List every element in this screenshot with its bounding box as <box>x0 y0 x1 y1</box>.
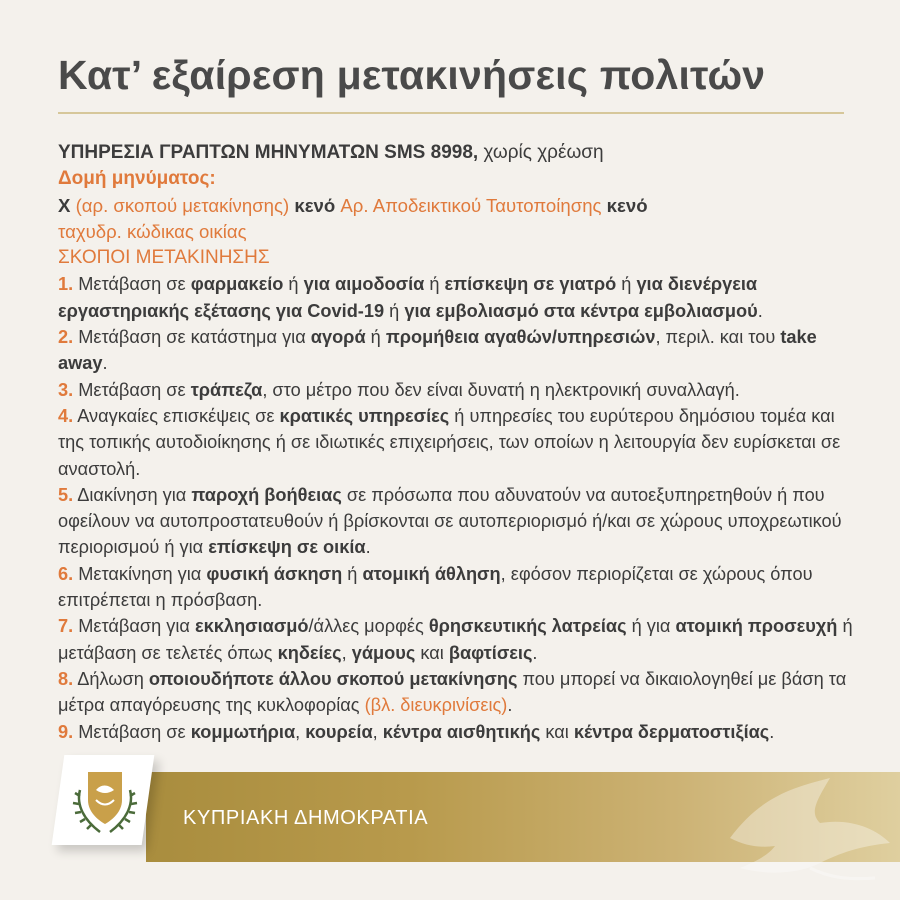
purpose-text: για διενέργεια εργαστηριακής εξέτασης για Covid-19 <box>58 274 758 321</box>
structure-x: X <box>58 194 76 216</box>
purpose-number: 2. <box>58 327 74 348</box>
purpose-text: οποιουδήποτε άλλου σκοπού μετακίνησης <box>148 668 518 689</box>
purpose-text: τράπεζα <box>190 379 263 400</box>
purpose-text: . <box>507 695 513 716</box>
purpose-number: 4. <box>58 405 74 426</box>
purpose-text: , <box>372 721 383 742</box>
purposes-list <box>58 271 858 744</box>
purpose-number: 3. <box>58 379 74 400</box>
coat-of-arms-icon <box>66 760 144 840</box>
purpose-text: ή <box>365 327 386 348</box>
purpose-number: 6. <box>58 563 74 584</box>
sms-service-label: ΥΠΗΡΕΣΙΑ ΓΡΑΠΤΩΝ ΜΗΝΥΜΑΤΩΝ SMS 8998, <box>58 142 479 163</box>
purpose-text: και <box>415 642 449 663</box>
purpose-number: 8. <box>58 668 74 689</box>
structure-space-2: κενό <box>601 194 648 216</box>
purpose-item <box>58 377 858 403</box>
purpose-number: 7. <box>58 616 74 637</box>
purpose-text: Δήλωση <box>73 668 149 689</box>
purpose-text: take away <box>58 327 817 374</box>
purpose-item <box>58 666 858 719</box>
sms-service-line <box>58 140 858 166</box>
purpose-text: Αναγκαίες επισκέψεις σε <box>73 405 280 426</box>
purpose-item <box>58 271 858 324</box>
title-divider <box>58 112 844 114</box>
purpose-text: (βλ. διευκρινίσεις) <box>364 695 508 716</box>
purpose-item <box>58 561 858 614</box>
purpose-text: ή υπηρεσίες του ευρύτερου δημόσιου τομέα και της τοπικής αυτοδιοίκησης ή σε ιδιωτικές επιχειρήσεις, των οποίων η λειτουργία δεν ευρίσκεται σε αναστολή. <box>58 405 841 479</box>
purpose-number: 9. <box>58 721 74 742</box>
purpose-text: φαρμακείο <box>190 274 284 295</box>
purpose-text: /άλλες μορφές <box>308 616 429 637</box>
purpose-text: . <box>769 721 775 742</box>
purpose-text: κέντρα αισθητικής <box>382 721 541 742</box>
purpose-item <box>58 403 858 482</box>
purpose-text: , <box>295 721 306 742</box>
purpose-text: θρησκευτικής λατρείας <box>428 616 627 637</box>
purpose-text: , εφόσον περιορίζεται σε χώρους όπου επιτρέπεται η πρόσβαση. <box>58 563 813 611</box>
purpose-text: γάμους <box>351 642 416 663</box>
purpose-text: σε πρόσωπα που αδυνατούν να αυτοεξυπηρετηθούν ή που οφείλουν να αυτοπροστατευθούν ή βρίσκονται σε αυτοπεριορισμό ή/και σε χώρους υποχρεωτικού περιορισμού ή για <box>58 484 842 558</box>
purpose-text: κομμωτήρια <box>190 721 296 742</box>
purpose-text: ατομική προσευχή <box>675 616 838 637</box>
purpose-text: επίσκεψη σε οικία <box>208 537 366 558</box>
purpose-text: ή <box>424 274 445 295</box>
purpose-text: Μετάβαση σε <box>73 274 191 295</box>
purpose-text: που μπορεί να δικαιολογηθεί με βάση τα μέτρα απαγόρευσης της κυκλοφορίας <box>58 668 847 716</box>
purpose-text: . <box>102 353 108 374</box>
purposes-heading: ΣΚΟΠΟΙ ΜΕΤΑΚΙΝΗΣΗΣ <box>58 247 270 269</box>
purpose-text: Μετάβαση σε <box>73 379 191 400</box>
purpose-text: Μετάβαση σε κατάστημα για <box>73 327 311 348</box>
purpose-item <box>58 613 858 666</box>
purpose-item <box>58 482 858 561</box>
purpose-text: , <box>341 642 352 663</box>
structure-id: Αρ. Αποδεικτικού Ταυτοποίησης <box>340 194 602 216</box>
purpose-item <box>58 324 858 377</box>
purpose-text: επίσκεψη σε γιατρό <box>444 274 617 295</box>
purpose-text: Μετάβαση για <box>73 616 195 637</box>
purpose-text: ατομική άθληση <box>362 563 501 584</box>
sms-service-note: χωρίς χρέωση <box>478 142 604 163</box>
purpose-text: Μετακίνηση για <box>73 563 207 584</box>
purpose-text: και <box>540 721 574 742</box>
dove-icon <box>700 768 900 898</box>
purpose-text: για αιμοδοσία <box>303 274 425 295</box>
purpose-number: 1. <box>58 274 74 295</box>
content <box>58 140 858 745</box>
purpose-text: Διακίνηση για <box>73 484 192 505</box>
purpose-item <box>58 719 858 745</box>
message-structure <box>58 193 858 246</box>
structure-purpose: (αρ. σκοπού μετακίνησης) <box>75 194 290 216</box>
purpose-text: κρατικές υπηρεσίες <box>279 405 450 426</box>
purpose-text: κουρεία <box>305 721 373 742</box>
page-title: Κατ’ εξαίρεση μετακινήσεις πολιτών <box>58 52 766 98</box>
purpose-text: εκκλησιασμό <box>195 616 309 637</box>
structure-heading: Δομή μηνύματος: <box>58 168 216 190</box>
purpose-text: , περιλ. και του <box>655 327 781 348</box>
purpose-text: . <box>532 642 538 663</box>
purpose-text: κέντρα δερματοστιξίας <box>573 721 770 742</box>
purpose-text: . <box>757 300 763 321</box>
purpose-text: για εμβολιασμό στα κέντρα εμβολιασμού <box>404 300 758 321</box>
purpose-text: ή <box>342 563 363 584</box>
purpose-number: 5. <box>58 484 74 505</box>
purpose-text: Μετάβαση σε <box>73 721 191 742</box>
purpose-text: βαφτίσεις <box>448 642 533 663</box>
structure-space-1: κενό <box>289 194 341 216</box>
purpose-text: , στο μέτρο που δεν είναι δυνατή η ηλεκτρονική συναλλαγή. <box>262 379 740 400</box>
purpose-text: παροχή βοήθειας <box>191 484 342 505</box>
purpose-text: προμήθεια αγαθών/υπηρεσιών <box>385 327 656 348</box>
purpose-text: ή για <box>626 616 676 637</box>
purpose-text: ή <box>384 300 405 321</box>
purpose-text: ή <box>283 274 304 295</box>
purpose-text: αγορά <box>310 327 366 348</box>
purpose-text: κηδείες <box>277 642 342 663</box>
purpose-text: ή <box>616 274 637 295</box>
footer-title: ΚΥΠΡΙΑΚΗ ΔΗΜΟΚΡΑΤΙΑ <box>183 807 429 829</box>
purpose-text: . <box>365 537 371 558</box>
purpose-text: φυσική άσκηση <box>206 563 343 584</box>
purpose-text: ή μετάβαση σε τελετές όπως <box>58 616 853 663</box>
structure-postal: ταχυδρ. κώδικας οικίας <box>58 220 247 242</box>
